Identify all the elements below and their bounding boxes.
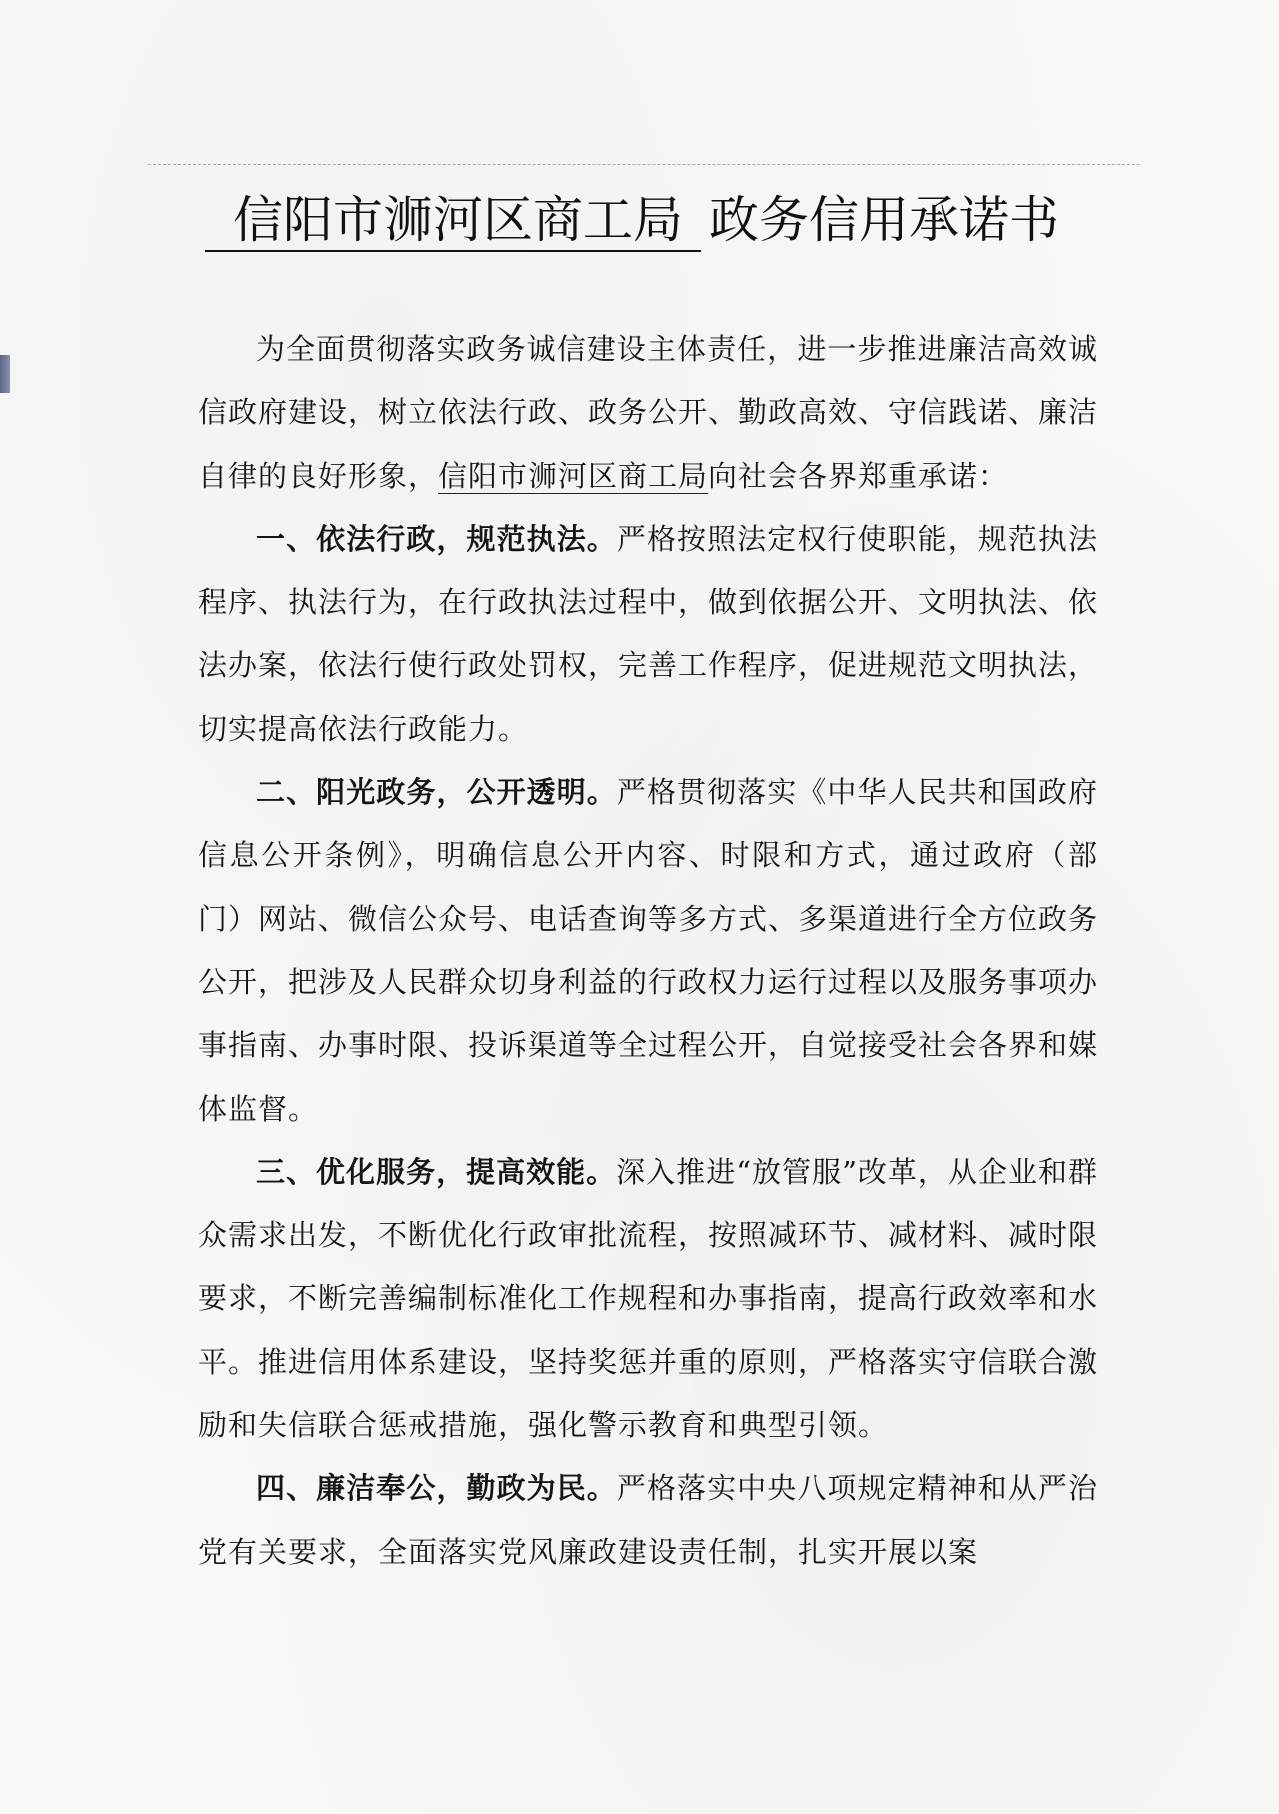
- document-body: [198, 318, 1098, 1584]
- section-paragraph-3: [198, 1141, 1098, 1457]
- section-heading-1: 一、依法行政，规范执法。: [256, 521, 617, 556]
- intro-paragraph: [198, 318, 1098, 508]
- section-text-3: 深入推进“放管服”改革，从企业和群众需求出发，不断优化行政审批流程，按照减环节、减材料、减时限要求，不断完善编制标准化工作规程和办事指南，提高行政效率和水平。推进信用体系建设，坚持奖惩并重的原则，严格落实守信联合激励和失信联合惩戒措施，强化警示教育和典型引领。: [198, 1154, 1099, 1443]
- section-heading-3: 三、优化服务，提高效能。: [256, 1154, 617, 1189]
- section-paragraph-1: [198, 508, 1098, 761]
- section-text-2: 严格贯彻落实《中华人民共和国政府信息公开条例》，明确信息公开内容、时限和方式，通过政府（部门）网站、微信公众号、电话查询等多方式、多渠道进行全方位政务公开，把涉及人民群众切身利益的行政权力运行过程以及服务事项办事指南、办事时限、投诉渠道等全过程公开，自觉接受社会各界和媒体监督。: [198, 775, 1099, 1126]
- section-text-4: 严格落实中央八项规定精神和从严治党有关要求，全面落实党风廉政建设责任制，扎实开展以案: [198, 1471, 1098, 1569]
- section-text-1: 严格按照法定权行使职能，规范执法程序、执法行为，在行政执法过程中，做到依据公开、文明执法、依法办案，依法行使行政处罚权，完善工作程序，促进规范文明执法，切实提高依法行政能力。: [198, 521, 1099, 746]
- section-heading-4: 四、廉洁奉公，勤政为民。: [256, 1471, 617, 1506]
- document-title: [205, 190, 1105, 250]
- scan-edge-mark: [0, 355, 10, 393]
- header-rule: [148, 164, 1140, 165]
- section-paragraph-2: [198, 761, 1098, 1141]
- intro-organization: 信阳市浉河区商工局: [438, 458, 709, 493]
- title-organization: 信阳市浉河区商工局: [205, 190, 701, 252]
- section-heading-2: 二、阳光政务，公开透明。: [256, 775, 617, 810]
- title-suffix: 政务信用承诺书: [709, 191, 1059, 249]
- section-paragraph-4: [198, 1457, 1098, 1584]
- intro-text-end: 向社会各界郑重承诺：: [708, 458, 1009, 493]
- intro-text: 为全面贯彻落实政务诚信建设主体责任，进一步推进廉洁高效诚信政府建设，树立依法行政、政务公开、勤政高效、守信践诺、廉洁自律的良好形象，: [198, 332, 1099, 493]
